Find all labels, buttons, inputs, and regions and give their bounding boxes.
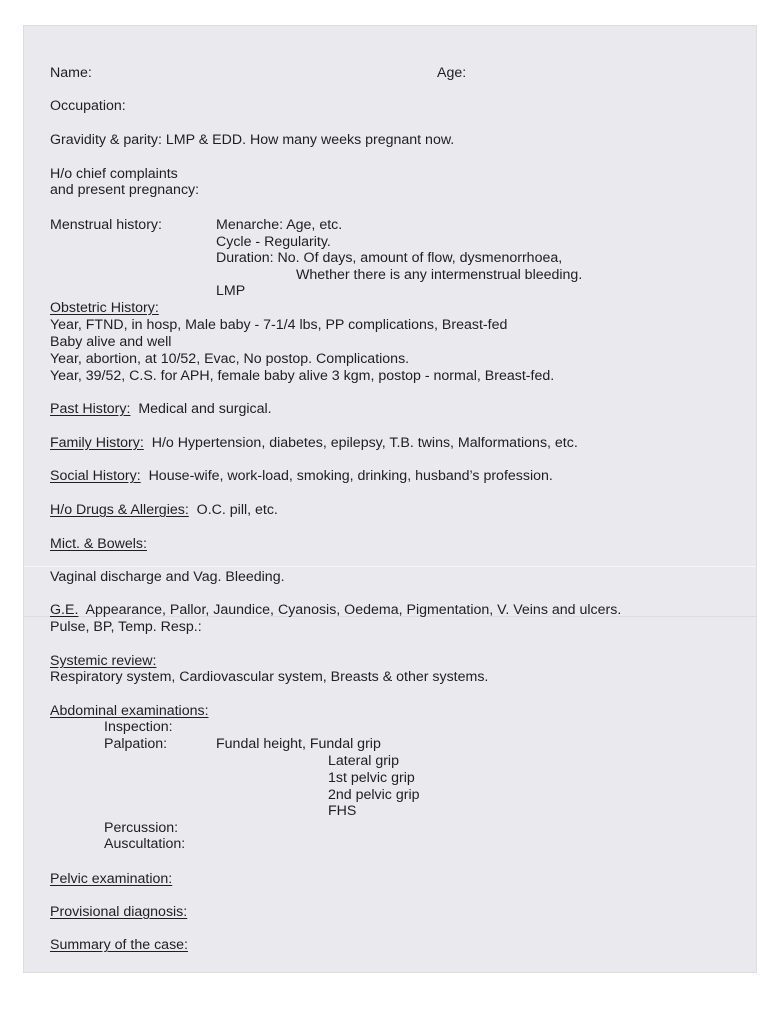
case-summary-heading: Summary of the case: — [50, 937, 188, 953]
past-history-row — [50, 401, 272, 418]
abdominal-exam-heading: Abdominal examinations: — [50, 703, 209, 719]
obstetric-line: Year, FTND, in hosp, Male baby - 7-1/4 lbs, PP complications, Breast-fed — [50, 317, 508, 333]
paper-fold — [24, 566, 756, 567]
obstetric-line: Baby alive and well — [50, 334, 172, 350]
social-history-text: House-wife, work-load, smoking, drinking, husband’s profession. — [148, 468, 553, 484]
vaginal-discharge-line: Vaginal discharge and Vag. Bleeding. — [50, 569, 285, 585]
systemic-review-text: Respiratory system, Cardiovascular system, Breasts & other systems. — [50, 669, 489, 685]
intermenstrual-line: Whether there is any intermenstrual bleeding. — [296, 267, 583, 283]
provisional-diagnosis-heading: Provisional diagnosis: — [50, 904, 188, 920]
inspection-label: Inspection: — [104, 719, 173, 735]
grip-item: 1st pelvic grip — [328, 770, 415, 786]
chief-complaints-line-2: and present pregnancy: — [50, 182, 200, 198]
menarche-line: Menarche: Age, etc. — [216, 217, 343, 233]
duration-line: Duration: No. Of days, amount of flow, dysmenorrhoea, — [216, 250, 563, 266]
chief-complaints-line-1: H/o chief complaints — [50, 166, 178, 182]
pelvic-exam-heading: Pelvic examination: — [50, 871, 173, 887]
drugs-allergies-heading: H/o Drugs & Allergies: — [50, 502, 189, 518]
drugs-allergies-text: O.C. pill, etc. — [196, 502, 278, 518]
general-exam-heading: G.E. — [50, 602, 79, 618]
past-history-heading: Past History: — [50, 401, 131, 417]
general-exam-text: Appearance, Pallor, Jaundice, Cyanosis, Oedema, Pigmentation, V. Veins and ulcers. — [85, 602, 622, 618]
menstrual-history-label: Menstrual history: — [50, 217, 162, 233]
form-sheet — [24, 26, 756, 972]
family-history-text: H/o Hypertension, diabetes, epilepsy, T.B. twins, Malformations, etc. — [151, 435, 578, 451]
family-history-heading: Family History: — [50, 435, 144, 451]
systemic-review-heading: Systemic review: — [50, 653, 157, 669]
occupation-label: Occupation: — [50, 98, 126, 114]
obstetric-line: Year, abortion, at 10/52, Evac, No postop. Complications. — [50, 351, 410, 367]
grip-item: 2nd pelvic grip — [328, 787, 420, 803]
name-label: Name: — [50, 65, 92, 81]
cycle-line: Cycle - Regularity. — [216, 234, 331, 250]
mict-bowels-heading: Mict. & Bowels: — [50, 536, 147, 552]
gravidity-line: Gravidity & parity: LMP & EDD. How many weeks pregnant now. — [50, 132, 455, 148]
obstetric-history-heading: Obstetric History: — [50, 300, 159, 316]
grip-item: FHS — [328, 803, 357, 819]
grip-item: Lateral grip — [328, 753, 399, 769]
percussion-label: Percussion: — [104, 820, 179, 836]
social-history-heading: Social History: — [50, 468, 141, 484]
lmp-line: LMP — [216, 283, 246, 299]
general-exam-row — [50, 602, 621, 619]
past-history-text: Medical and surgical. — [138, 401, 272, 417]
obstetric-line: Year, 39/52, C.S. for APH, female baby alive 3 kgm, postop - normal, Breast-fed. — [50, 368, 555, 384]
family-history-row — [50, 435, 578, 452]
auscultation-label: Auscultation: — [104, 836, 186, 852]
age-label: Age: — [437, 65, 467, 81]
drugs-allergies-row — [50, 502, 278, 519]
social-history-row — [50, 468, 553, 485]
vitals-line: Pulse, BP, Temp. Resp.: — [50, 619, 202, 635]
fundal-line: Fundal height, Fundal grip — [216, 736, 381, 752]
palpation-label: Palpation: — [104, 736, 168, 752]
